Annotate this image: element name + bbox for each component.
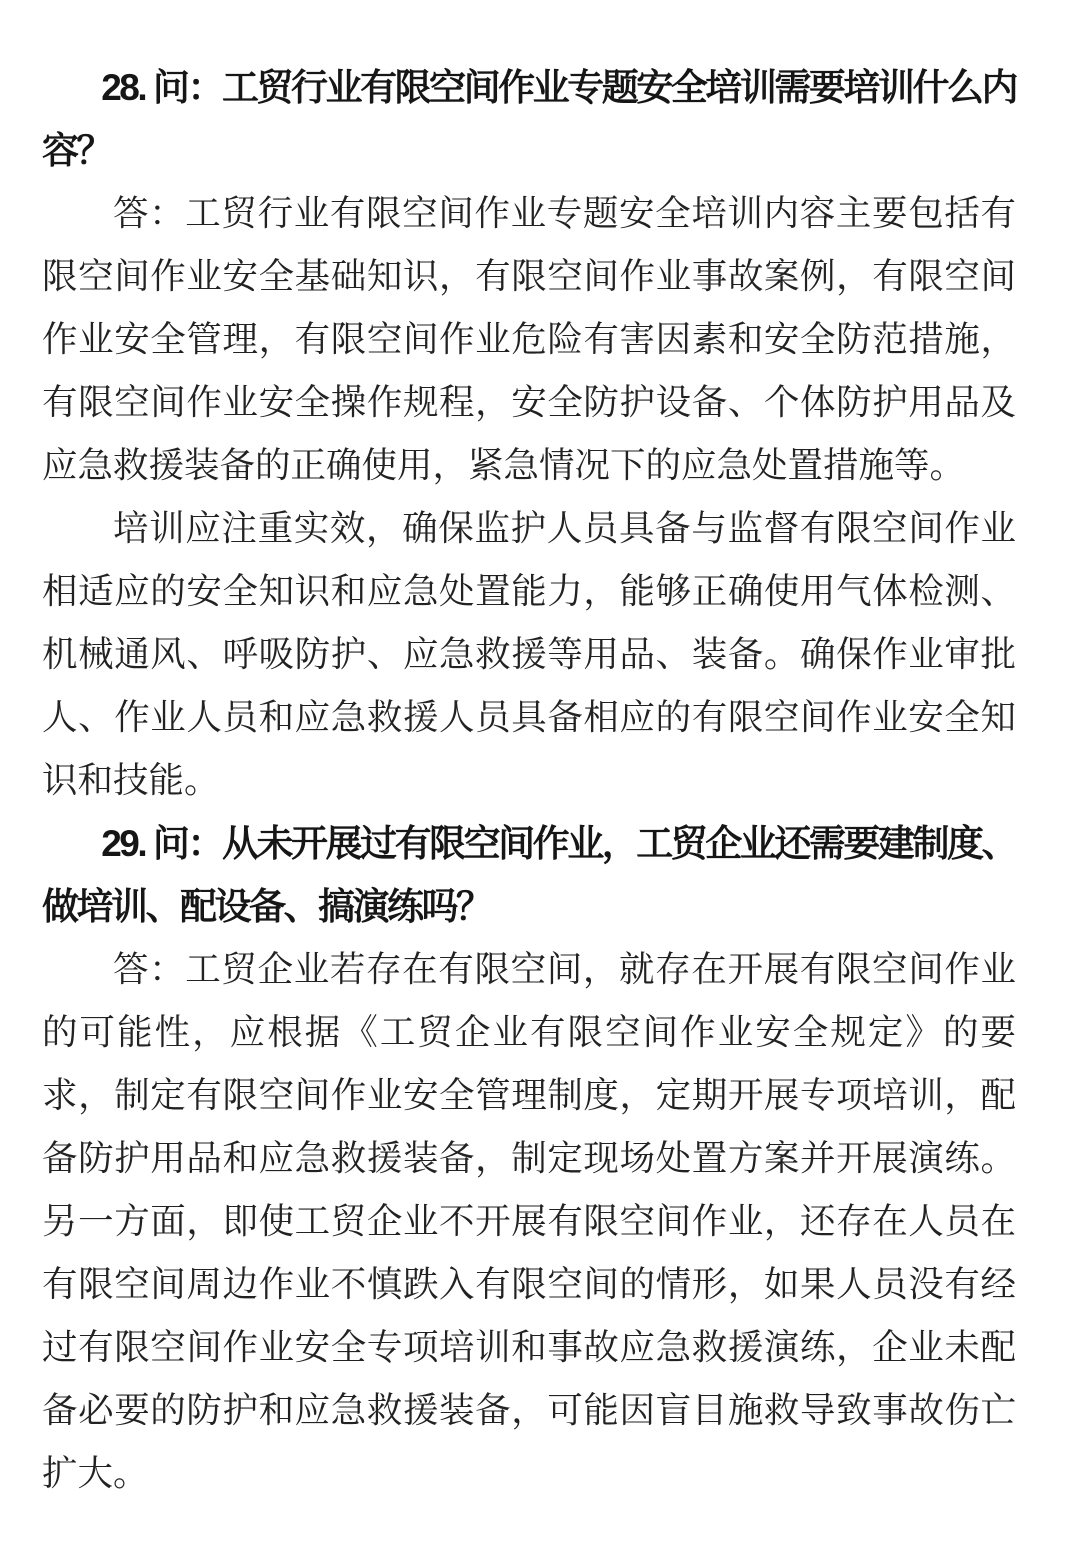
answer-28-paragraph-2: 培训应注重实效，确保监护人员具备与监督有限空间作业相适应的安全知识和应急处置能力，能够正确使用气体检测、机械通风、呼吸防护、应急救援等用品、装备。确保作业审批人、作业人员和应急救援人员具备相应的有限空间作业安全知识和技能。: [42, 508, 1016, 800]
answer-28-paragraph-1: 答：工贸行业有限空间作业专题安全培训内容主要包括有限空间作业安全基础知识，有限空间作业事故案例，有限空间作业安全管理，有限空间作业危险有害因素和安全防范措施，有限空间作业安全操作规程，安全防护设备、个体防护用品及应急救援装备的正确使用，紧急情况下的应急处置措施等。: [42, 193, 1016, 485]
question-29-heading: 29. 问：从未开展过有限空间作业，工贸企业还需要建制度、做培训、配设备、搞演练吗？: [42, 823, 1016, 927]
answer-29-paragraph-1: 答：工贸企业若存在有限空间，就存在开展有限空间作业的可能性，应根据《工贸企业有限空间作业安全规定》的要求，制定有限空间作业安全管理制度，定期开展专项培训，配备防护用品和应急救援装备，制定现场处置方案并开展演练。另一方面，即使工贸企业不开展有限空间作业，还存在人员在有限空间周边作业不慎跌入有限空间的情形，如果人员没有经过有限空间作业安全专项培训和事故应急救援演练，企业未配备必要的防护和应急救援装备，可能因盲目施救导致事故伤亡扩大。: [42, 949, 1016, 1493]
qa-item-29: [42, 812, 1016, 1505]
qa-item-28: [42, 56, 1016, 812]
question-28-heading: 28. 问：工贸行业有限空间作业专题安全培训需要培训什么内容？: [42, 67, 1016, 171]
